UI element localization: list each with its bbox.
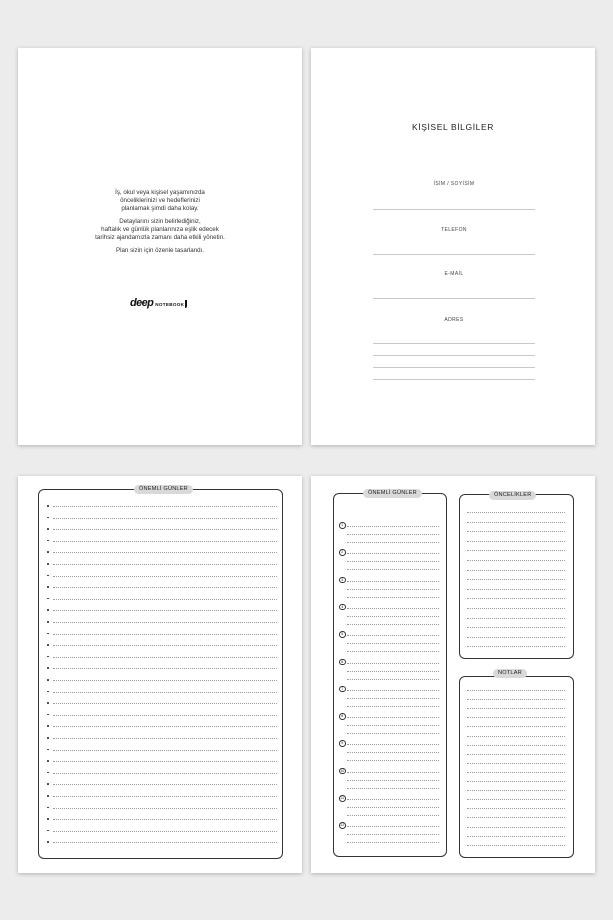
priority-dotted-line xyxy=(467,512,565,513)
email-field-line xyxy=(373,298,535,299)
priorities-frame xyxy=(459,494,574,659)
month-dotted-line xyxy=(347,635,439,636)
line-bullet xyxy=(47,725,49,727)
month-dotted-line xyxy=(347,752,439,753)
line-bullet xyxy=(47,667,49,669)
dotted-line xyxy=(53,634,277,635)
month-dotted-line xyxy=(347,807,439,808)
intro-paragraph-2: Detaylarını sizin belirlediğiniz, haftalık ve günlük planlarınıza eşlik edecek tarihsiz ajandamızla zamanı daha etkili yönetin. xyxy=(95,218,225,241)
monthly-days-frame xyxy=(333,493,447,857)
line-bullet xyxy=(47,807,49,809)
dotted-line xyxy=(53,819,277,820)
important-days-page xyxy=(18,476,302,873)
month-number-badge: 12 xyxy=(340,823,345,828)
dotted-line xyxy=(53,831,277,832)
dotted-line xyxy=(53,668,277,669)
address-field-line-2 xyxy=(373,355,535,356)
line-bullet xyxy=(47,818,49,820)
month-number-badge: 9 xyxy=(339,740,346,747)
note-dotted-line xyxy=(467,799,565,800)
intro-paragraph-3: Plan sizin için özenle tasarlandı. xyxy=(115,247,205,254)
important-days-frame xyxy=(38,489,283,859)
month-dotted-line xyxy=(347,561,439,562)
dotted-line xyxy=(53,506,277,507)
priority-dotted-line xyxy=(467,522,565,523)
dotted-line xyxy=(53,808,277,809)
dotted-line xyxy=(53,796,277,797)
dotted-line xyxy=(53,726,277,727)
line-bullet xyxy=(47,795,49,797)
month-dotted-line xyxy=(347,760,439,761)
month-dotted-line xyxy=(347,581,439,582)
dotted-line xyxy=(53,750,277,751)
line-bullet xyxy=(47,528,49,530)
priority-dotted-line xyxy=(467,646,565,647)
dotted-line xyxy=(53,541,277,542)
dotted-line xyxy=(53,610,277,611)
phone-field-line xyxy=(373,254,535,255)
dotted-line xyxy=(53,761,277,762)
month-dotted-line xyxy=(347,788,439,789)
deep-notebook-logo xyxy=(130,297,187,309)
address-field-line-4 xyxy=(373,379,535,380)
note-dotted-line xyxy=(467,817,565,818)
month-dotted-line xyxy=(347,744,439,745)
note-dotted-line xyxy=(467,717,565,718)
dotted-line xyxy=(53,703,277,704)
line-bullet xyxy=(47,575,49,577)
note-dotted-line xyxy=(467,836,565,837)
note-dotted-line xyxy=(467,772,565,773)
dotted-line xyxy=(53,773,277,774)
month-number-badge: 10 xyxy=(340,768,345,773)
yearly-overview-page xyxy=(311,476,595,873)
priority-dotted-line xyxy=(467,560,565,561)
phone-field-label: TELEFON xyxy=(441,227,467,233)
line-bullet xyxy=(47,702,49,704)
note-dotted-line xyxy=(467,726,565,727)
line-bullet xyxy=(47,749,49,751)
note-dotted-line xyxy=(467,781,565,782)
line-bullet xyxy=(47,609,49,611)
month-dotted-line xyxy=(347,725,439,726)
month-dotted-line xyxy=(347,597,439,598)
note-dotted-line xyxy=(467,699,565,700)
month-dotted-line xyxy=(347,663,439,664)
intro-text xyxy=(18,189,302,260)
priority-dotted-line xyxy=(467,570,565,571)
dotted-line xyxy=(53,564,277,565)
month-dotted-line xyxy=(347,643,439,644)
address-field-line-3 xyxy=(373,367,535,368)
dotted-line xyxy=(53,738,277,739)
dotted-line xyxy=(53,784,277,785)
priority-dotted-line xyxy=(467,550,565,551)
line-bullet xyxy=(47,621,49,623)
note-dotted-line xyxy=(467,708,565,709)
month-dotted-line xyxy=(347,651,439,652)
priority-dotted-line xyxy=(467,531,565,532)
line-bullet xyxy=(47,563,49,565)
note-dotted-line xyxy=(467,808,565,809)
month-number-badge: 5 xyxy=(339,631,346,638)
month-number-badge: 11 xyxy=(340,796,345,800)
priority-dotted-line xyxy=(467,618,565,619)
priority-dotted-line xyxy=(467,627,565,628)
line-bullet xyxy=(47,783,49,785)
dotted-line xyxy=(53,657,277,658)
month-dotted-line xyxy=(347,706,439,707)
dotted-line xyxy=(53,692,277,693)
month-number-badge: 3 xyxy=(339,577,346,584)
note-dotted-line xyxy=(467,736,565,737)
month-dotted-line xyxy=(347,698,439,699)
month-number-badge: 2 xyxy=(339,549,346,556)
note-dotted-line xyxy=(467,827,565,828)
dotted-line xyxy=(53,552,277,553)
line-bullet xyxy=(47,633,49,635)
line-bullet xyxy=(47,679,49,681)
address-field-label: ADRES xyxy=(444,317,464,323)
month-dotted-line xyxy=(347,842,439,843)
month-dotted-line xyxy=(347,542,439,543)
logo-mark-icon xyxy=(185,300,187,308)
month-dotted-line xyxy=(347,690,439,691)
line-bullet xyxy=(47,760,49,762)
dotted-line xyxy=(53,587,277,588)
monthly-days-tab: ÖNEMLİ GÜNLER xyxy=(363,489,422,498)
intro-page xyxy=(18,48,302,445)
note-dotted-line xyxy=(467,754,565,755)
month-number-badge: 8 xyxy=(339,713,346,720)
dotted-line xyxy=(53,645,277,646)
month-dotted-line xyxy=(347,717,439,718)
line-bullet xyxy=(47,691,49,693)
logo-sub-text: NOTEBOOK xyxy=(155,302,185,307)
notes-frame xyxy=(459,676,574,858)
priority-dotted-line xyxy=(467,598,565,599)
priority-dotted-line xyxy=(467,579,565,580)
month-dotted-line xyxy=(347,608,439,609)
month-dotted-line xyxy=(347,616,439,617)
dotted-line xyxy=(53,518,277,519)
line-bullet xyxy=(47,517,49,519)
line-bullet xyxy=(47,551,49,553)
note-dotted-line xyxy=(467,845,565,846)
month-number-badge: 4 xyxy=(339,604,346,611)
priority-dotted-line xyxy=(467,541,565,542)
line-bullet xyxy=(47,586,49,588)
address-field-line-1 xyxy=(373,343,535,344)
month-number-badge: 6 xyxy=(339,659,346,666)
priorities-tab: ÖNCELİKLER xyxy=(489,491,536,500)
line-bullet xyxy=(47,841,49,843)
line-bullet xyxy=(47,737,49,739)
dotted-line xyxy=(53,622,277,623)
month-dotted-line xyxy=(347,799,439,800)
month-dotted-line xyxy=(347,534,439,535)
name-field-label: İSİM / SOYİSİM xyxy=(433,181,475,187)
personal-info-title: KİŞİSEL BİLGİLER xyxy=(411,122,495,132)
personal-info-page xyxy=(311,48,595,445)
month-dotted-line xyxy=(347,834,439,835)
priority-dotted-line xyxy=(467,637,565,638)
email-field-label: E-MAİL xyxy=(444,271,464,277)
dotted-line xyxy=(53,576,277,577)
month-dotted-line xyxy=(347,826,439,827)
notes-tab: NOTLAR xyxy=(493,669,527,678)
priority-dotted-line xyxy=(467,608,565,609)
intro-paragraph-1: İş, okul veya kişisel yaşamınızda önceliklerinizi ve hedeflerinizi planlamak şimdi daha kolay. xyxy=(115,189,205,212)
month-dotted-line xyxy=(347,772,439,773)
note-dotted-line xyxy=(467,745,565,746)
dotted-line xyxy=(53,842,277,843)
month-number-badge: 1 xyxy=(339,522,346,529)
month-dotted-line xyxy=(347,780,439,781)
dotted-line xyxy=(53,599,277,600)
month-dotted-line xyxy=(347,815,439,816)
month-dotted-line xyxy=(347,526,439,527)
dotted-line xyxy=(53,529,277,530)
month-dotted-line xyxy=(347,733,439,734)
month-dotted-line xyxy=(347,624,439,625)
note-dotted-line xyxy=(467,690,565,691)
month-dotted-line xyxy=(347,679,439,680)
month-dotted-line xyxy=(347,569,439,570)
month-dotted-line xyxy=(347,553,439,554)
note-dotted-line xyxy=(467,790,565,791)
dotted-line xyxy=(53,715,277,716)
dotted-line xyxy=(53,680,277,681)
month-dotted-line xyxy=(347,671,439,672)
line-bullet xyxy=(47,505,49,507)
note-dotted-line xyxy=(467,763,565,764)
month-number-badge: 7 xyxy=(339,686,346,693)
priority-dotted-line xyxy=(467,589,565,590)
important-days-tab: ÖNEMLİ GÜNLER xyxy=(134,485,193,494)
name-field-line xyxy=(373,209,535,210)
line-bullet xyxy=(47,644,49,646)
logo-main-text: deep xyxy=(130,297,154,309)
month-dotted-line xyxy=(347,589,439,590)
